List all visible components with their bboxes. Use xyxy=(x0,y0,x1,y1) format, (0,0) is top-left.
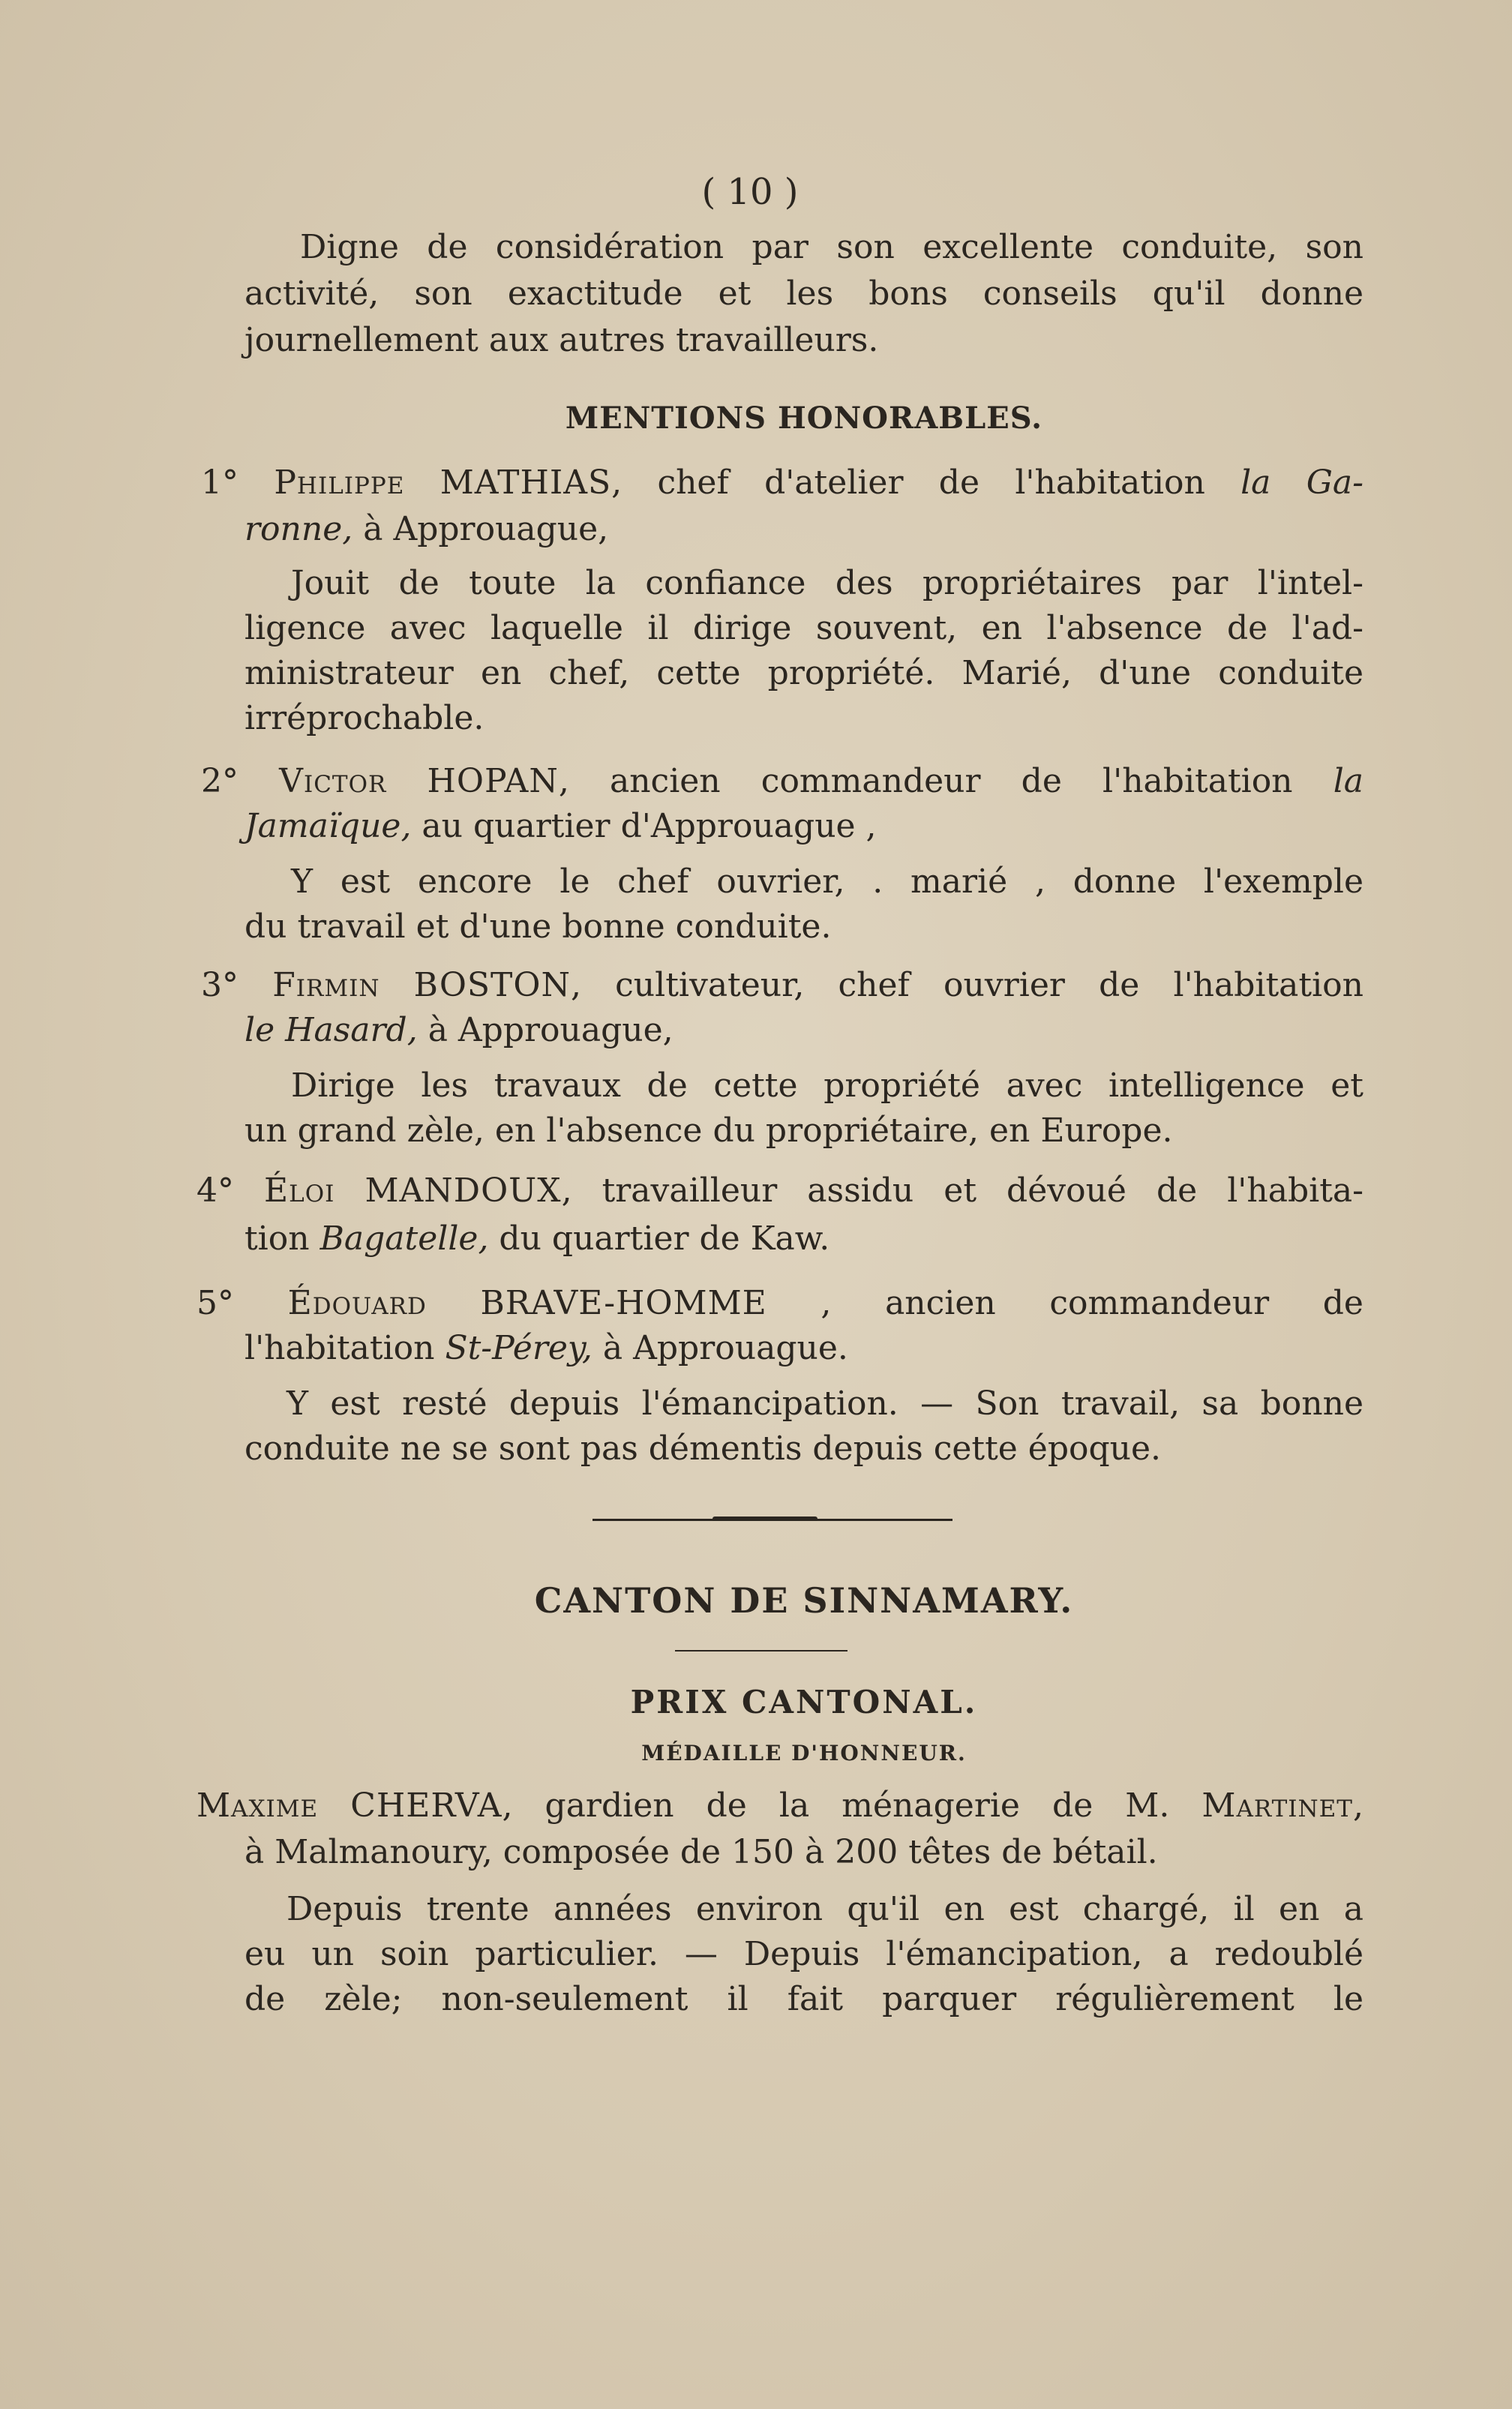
last-name: HOPAN xyxy=(427,762,559,800)
mention-number: 2° xyxy=(201,762,238,800)
description: , travailleur assidu et dévoué de l'habita- xyxy=(561,1172,1364,1210)
canton-heading: CANTON DE SINNAMARY. xyxy=(534,1580,1074,1621)
intro-line-1: Digne de considération par son excellente conduite, son xyxy=(300,228,1364,266)
mention-number: 4° xyxy=(196,1172,234,1210)
description: , cultivateur, chef ouvrier de l'habitation xyxy=(570,966,1364,1004)
laureate-desc-1: Depuis trente années environ qu'il en est chargé, il en a xyxy=(286,1890,1364,1928)
description: , ancien commandeur de xyxy=(766,1284,1364,1322)
description: , chef d'atelier de l'habitation xyxy=(611,464,1241,502)
first-name: Philippe xyxy=(274,464,405,502)
punctuation: , xyxy=(1352,1786,1364,1825)
mention-3-line-1 xyxy=(201,963,1364,1008)
place-name: la Ga- xyxy=(1240,464,1364,502)
description: , gardien de la ménagerie de M. xyxy=(502,1786,1202,1825)
mention-2-line-2 xyxy=(244,804,1364,849)
mention-number: 1° xyxy=(201,464,238,502)
mention-1-desc-1: Jouit de toute la confiance des propriétaires par l'intel- xyxy=(291,564,1364,602)
first-name: Éloi xyxy=(264,1172,335,1210)
location: à Approuague. xyxy=(592,1329,848,1367)
mention-5-desc-2: conduite ne se sont pas démentis depuis cette époque. xyxy=(244,1430,1162,1468)
mention-1-line-2 xyxy=(244,507,1364,552)
location: à Approuague, xyxy=(352,510,609,548)
place-name: ronne, xyxy=(244,510,353,548)
mention-number: 5° xyxy=(196,1284,234,1322)
mention-1-desc-2: ligence avec laquelle il dirige souvent, en l'absence de l'ad- xyxy=(244,609,1364,647)
intro-line-3: journellement aux autres travailleurs. xyxy=(244,321,879,359)
mention-5-line-2 xyxy=(244,1326,1364,1371)
description: , ancien commandeur de l'habitation xyxy=(558,762,1334,800)
intro-line-2: activité, son exactitude et les bons conseils qu'il donne xyxy=(244,274,1364,313)
location: du quartier de Kaw. xyxy=(488,1220,830,1258)
mentions-heading: MENTIONS HONORABLES. xyxy=(565,400,1043,436)
location-prefix: tion xyxy=(244,1220,320,1258)
location-prefix: l'habitation xyxy=(244,1329,446,1367)
mention-3-desc-2: un grand zèle, en l'absence du propriétaire, en Europe. xyxy=(244,1112,1173,1150)
owner-name: Martinet xyxy=(1202,1786,1353,1825)
medal-heading: MÉDAILLE D'HONNEUR. xyxy=(641,1741,967,1766)
first-name: Édouard xyxy=(287,1284,427,1322)
mention-2-desc-2: du travail et d'une bonne conduite. xyxy=(244,908,832,946)
place-name: St-Pérey, xyxy=(445,1329,592,1367)
mention-4-line-1 xyxy=(196,1168,1364,1214)
last-name: BRAVE-HOMME xyxy=(480,1284,767,1322)
last-name: CHERVA xyxy=(350,1786,502,1825)
mention-1-desc-3: ministrateur en chef, cette propriété. Marié, d'une conduite xyxy=(244,654,1364,692)
place-name: le Hasard, xyxy=(244,1011,418,1049)
section-divider-accent xyxy=(712,1516,818,1521)
place-name: Jamaïque, xyxy=(244,807,412,845)
laureate-line-1 xyxy=(196,1784,1364,1828)
last-name: BOSTON xyxy=(413,966,571,1004)
laureate-line-2: à Malmanoury, composée de 150 à 200 têtes de bétail. xyxy=(244,1833,1158,1871)
mention-5-desc-1: Y est resté depuis l'émancipation. — Son travail, sa bonne xyxy=(286,1384,1364,1423)
laureate-desc-2: eu un soin particulier. — Depuis l'émancipation, a redoublé xyxy=(244,1935,1364,1973)
mention-1-line-1 xyxy=(201,460,1364,506)
first-name: Maxime xyxy=(196,1786,319,1825)
mention-number: 3° xyxy=(201,966,238,1004)
mention-2-desc-1: Y est encore le chef ouvrier, . marié , donne l'exemple xyxy=(291,862,1364,901)
first-name: Firmin xyxy=(272,966,380,1004)
location: à Approuague, xyxy=(417,1011,674,1049)
mention-3-line-2 xyxy=(244,1008,1364,1053)
page-number: ( 10 ) xyxy=(701,171,799,213)
mention-3-desc-1: Dirige les travaux de cette propriété avec intelligence et xyxy=(291,1066,1364,1105)
mention-5-line-1 xyxy=(196,1281,1364,1326)
mention-2-line-1 xyxy=(201,759,1364,804)
last-name: MANDOUX xyxy=(364,1172,562,1210)
location: au quartier d'Approuague , xyxy=(411,807,877,845)
first-name: Victor xyxy=(279,762,387,800)
place-name: la xyxy=(1333,762,1364,800)
prix-heading: PRIX CANTONAL. xyxy=(630,1684,978,1720)
mention-4-line-2 xyxy=(244,1216,1364,1262)
laureate-desc-3: de zèle; non-seulement il fait parquer régulièrement le xyxy=(244,1980,1364,2018)
place-name: Bagatelle, xyxy=(320,1220,489,1258)
mention-1-desc-4: irréprochable. xyxy=(244,699,484,737)
canton-underline xyxy=(675,1650,848,1652)
last-name: MATHIAS xyxy=(440,464,612,502)
